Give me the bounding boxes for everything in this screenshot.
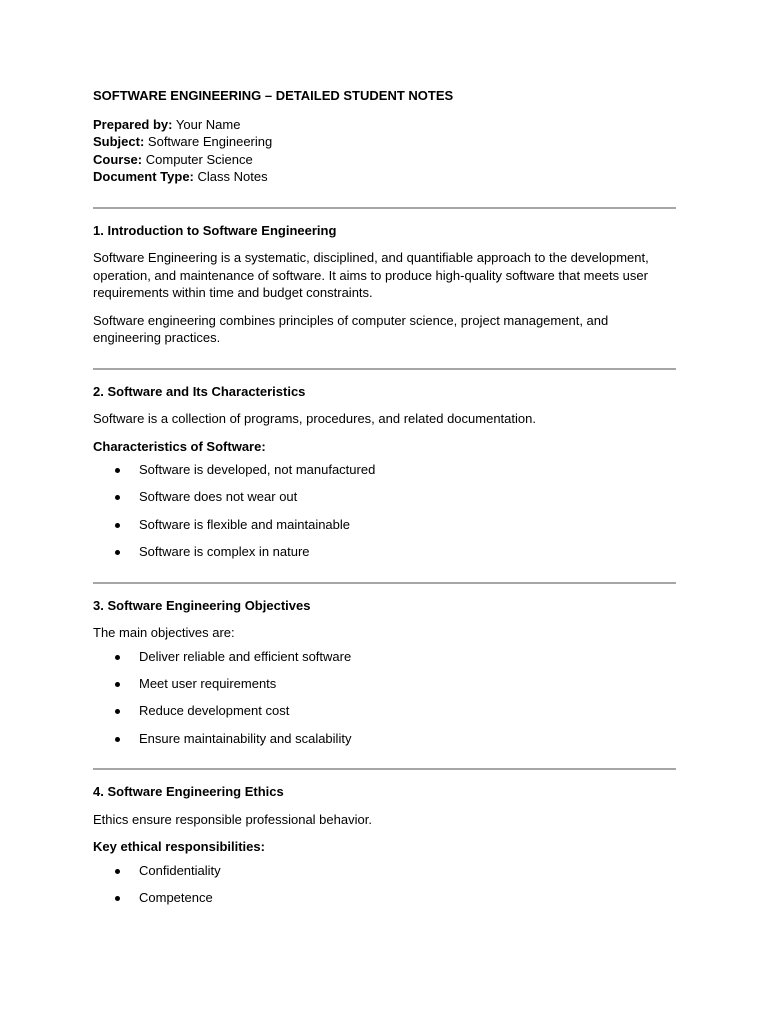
bullet-list [93, 648, 676, 748]
bullet-icon [115, 709, 120, 714]
meta-subject [93, 133, 676, 151]
section-divider [93, 582, 676, 584]
section-paragraph: Software is a collection of programs, procedures, and related documentation. [93, 411, 536, 426]
meta-label: Document Type: [93, 169, 194, 184]
section-paragraph: Software Engineering is a systematic, disciplined, and quantifiable approach to the development, operation, and maintenance of software. It aims to produce high-quality software that meets user requirements within time and budget constraints. [93, 250, 649, 300]
list-item [93, 516, 676, 534]
meta-label: Subject: [93, 134, 145, 149]
list-item-text: Meet user requirements [139, 676, 277, 692]
list-label: Key ethical responsibilities: [93, 839, 265, 855]
section-paragraph: The main objectives are: [93, 625, 235, 641]
meta-label: Course: [93, 151, 143, 167]
bullet-icon [115, 896, 120, 901]
section-paragraph: Software engineering combines principles of computer science, project management, and engineering practices. [93, 312, 609, 345]
bullet-icon [115, 869, 120, 874]
list-item-text: Software does not wear out [139, 489, 298, 505]
document-title: SOFTWARE ENGINEERING – DETAILED STUDENT NOTES [93, 88, 454, 103]
section-heading: 3. Software Engineering Objectives [93, 597, 311, 613]
meta-value: Software Engineering [147, 134, 273, 149]
bullet-icon [115, 655, 120, 660]
list-item [93, 488, 676, 506]
list-item [93, 543, 676, 561]
list-item [93, 702, 676, 720]
meta-value: Your Name [175, 116, 241, 132]
section-heading: 4. Software Engineering Ethics [93, 784, 284, 800]
bullet-icon [115, 495, 120, 500]
list-item-text: Confidentiality [139, 862, 221, 878]
section-divider [93, 368, 676, 370]
meta-document-type [93, 168, 676, 186]
list-item-text: Deliver reliable and efficient software [139, 648, 352, 664]
bullet-list [93, 862, 676, 907]
meta-prepared-by [93, 116, 676, 134]
section-characteristics [93, 383, 676, 561]
meta-value: Computer Science [145, 151, 253, 167]
bullet-icon [115, 523, 120, 528]
document-meta [93, 116, 676, 186]
bullet-icon [115, 468, 120, 473]
section-introduction [93, 222, 676, 347]
list-item-text: Competence [139, 890, 213, 906]
section-divider [93, 768, 676, 770]
bullet-list [93, 461, 676, 561]
section-heading: 1. Introduction to Software Engineering [93, 222, 337, 238]
list-item [93, 889, 676, 907]
section-objectives [93, 597, 676, 748]
section-divider [93, 207, 676, 209]
list-label: Characteristics of Software: [93, 438, 266, 454]
list-item-text: Software is complex in nature [139, 544, 310, 560]
list-item-text: Software is developed, not manufactured [139, 462, 376, 477]
bullet-icon [115, 550, 120, 555]
list-item [93, 730, 676, 748]
list-item-text: Software is flexible and maintainable [139, 516, 351, 532]
list-item [93, 675, 676, 693]
list-item [93, 862, 676, 880]
section-ethics [93, 783, 676, 906]
list-item [93, 648, 676, 666]
list-item-text: Ensure maintainability and scalability [139, 730, 352, 746]
section-paragraph: Ethics ensure responsible professional behavior. [93, 811, 372, 827]
bullet-icon [115, 737, 120, 742]
section-heading: 2. Software and Its Characteristics [93, 383, 306, 399]
meta-value: Class Notes [197, 169, 268, 184]
meta-course [93, 151, 676, 169]
list-item-text: Reduce development cost [139, 703, 290, 719]
list-item [93, 461, 676, 479]
bullet-icon [115, 682, 120, 687]
meta-label: Prepared by: [93, 116, 173, 132]
document-body [93, 87, 676, 907]
